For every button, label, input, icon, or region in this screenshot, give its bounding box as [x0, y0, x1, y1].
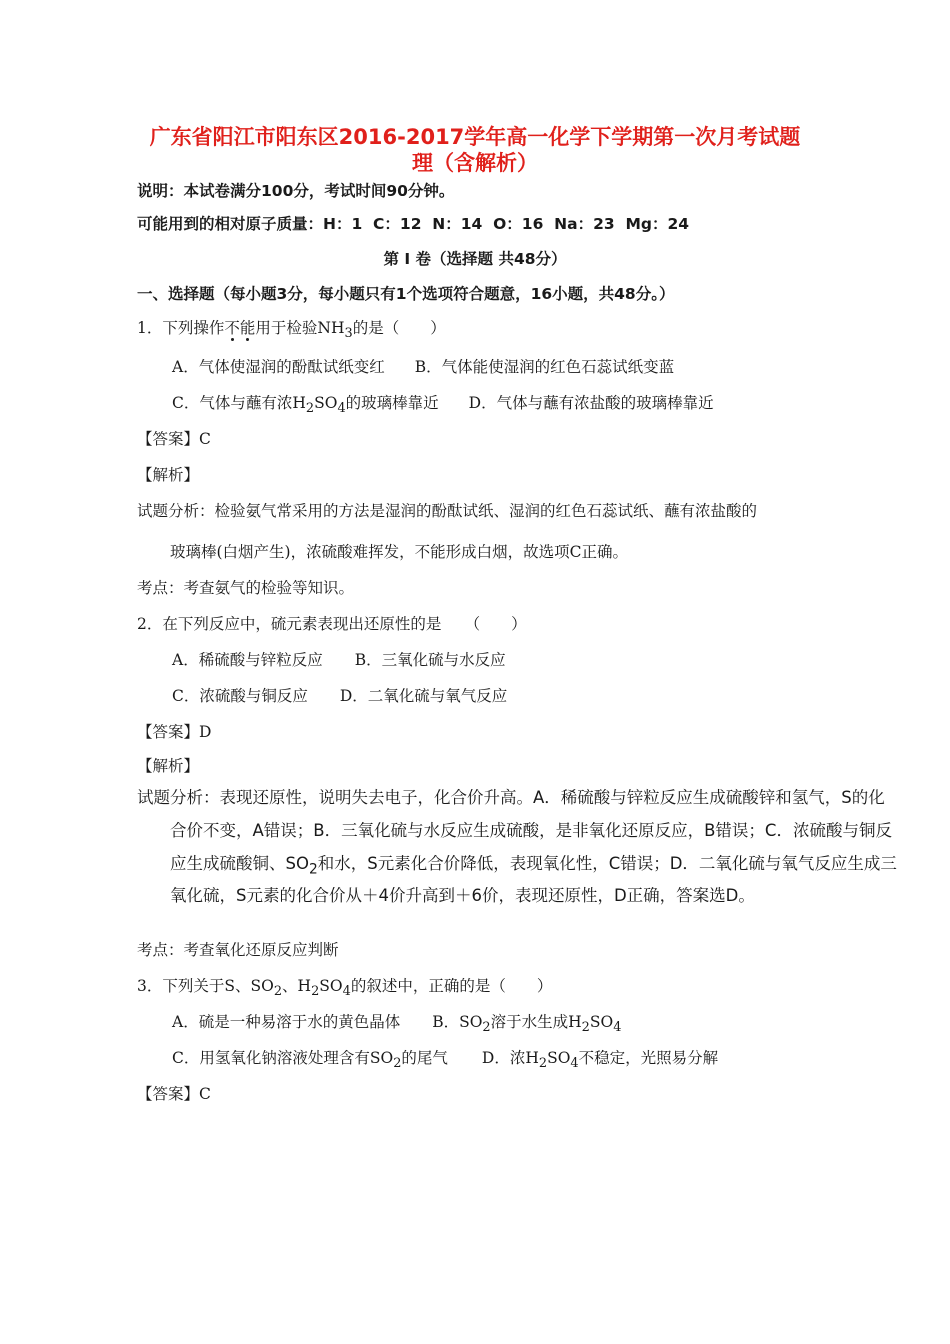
subscript: 3 [344, 326, 353, 342]
option-a: A．稀硫酸与锌粒反应 [172, 651, 323, 669]
option-b: B．气体能使湿润的红色石蕊试纸变蓝 [414, 358, 675, 376]
option-b: B．$SO_2$溶于水生成$H_2SO_4$ [432, 1013, 622, 1036]
question-3-stem: 3．下列关于S、$SO_2$、$H_2SO_4$的叙述中，正确的是（ ） [137, 977, 553, 1000]
question-3-options-ab [172, 1012, 621, 1038]
question-2-options-cd [172, 686, 507, 706]
option-b: B．三氧化硫与水反应 [354, 651, 506, 669]
question-2-analysis-line-4: 氧化硫，S元素的化合价从＋4价升高到＋6价，表现还原性，D正确，答案选D。 [170, 886, 755, 905]
question-2-stem: 2．在下列反应中，硫元素表现出还原性的是 （ ） [137, 615, 527, 633]
question-3-options-cd [172, 1048, 718, 1074]
atomic-masses: 可能用到的相对原子质量：H：1 C：12 N：14 O：16 Na：23 Mg：24 [137, 215, 690, 233]
question-2-options-ab [172, 650, 506, 670]
part-title: 一、选择题（每小题3分，每小题只有1个选项符合题意，16小题，共48分。） [137, 285, 675, 303]
question-3-answer: 【答案】C [137, 1085, 211, 1103]
question-1-analysis-label: 【解析】 [137, 466, 200, 484]
option-d: D．气体与蘸有浓盐酸的玻璃棒靠近 [468, 394, 714, 412]
section-title: 第 I 卷（选择题 共48分） [383, 250, 567, 268]
question-1-analysis-line-1: 试题分析：检验氨气常采用的方法是湿润的酚酞试纸、湿润的红色石蕊试纸、蘸有浓盐酸的 [137, 502, 758, 520]
stem-text: 1．下列操作 [137, 319, 225, 337]
stem-text: 用于检验NH [255, 319, 345, 337]
emphasis-dot-char: 不 [224, 319, 240, 337]
question-1-stem [137, 318, 446, 344]
document-title-line-1: 广东省阳江市阳东区2016-2017学年高一化学下学期第一次月考试题 [149, 125, 801, 149]
exam-note: 说明：本试卷满分100分，考试时间90分钟。 [137, 182, 455, 200]
emphasis-dot-char: 能 [239, 319, 256, 337]
question-1-options-ab [172, 357, 674, 377]
question-2-analysis-label: 【解析】 [137, 757, 200, 775]
stem-text: 的是（ ） [352, 319, 446, 337]
option-d: D．二氧化硫与氧气反应 [339, 687, 508, 705]
question-1-analysis-line-2: 玻璃棒(白烟产生)，浓硫酸难挥发，不能形成白烟，故选项C正确。 [170, 543, 628, 561]
option-d: D．浓$H_2SO_4$不稳定，光照易分解 [481, 1049, 719, 1072]
option-c: C．用氢氧化钠溶液处理含有$SO_2$的尾气 [172, 1049, 448, 1072]
option-a: A．气体使湿润的酚酞试纸变红 [172, 358, 385, 376]
question-2-analysis-line-3: 应生成硫酸铜、$SO_2$和水，S元素化合价降低，表现氧化性，C错误；D．二氧化硫与氧气反应生成三 [170, 854, 897, 878]
document-title-line-2: 理（含解析） [412, 151, 538, 175]
option-c: C．气体与蘸有浓$H_2SO_4$的玻璃棒靠近 [172, 394, 439, 417]
question-2-answer: 【答案】D [137, 723, 212, 741]
option-a: A．硫是一种易溶于水的黄色晶体 [172, 1013, 401, 1031]
option-c: C．浓硫酸与铜反应 [172, 687, 308, 705]
question-1-point: 考点：考查氨气的检验等知识。 [137, 579, 355, 597]
question-2-point: 考点：考查氧化还原反应判断 [137, 941, 339, 959]
question-2-analysis-line-2: 合价不变，A错误；B．三氧化硫与水反应生成硫酸，是非氧化还原反应，B错误；C．浓硫酸与铜反 [170, 821, 892, 840]
question-1-options-cd [172, 393, 714, 419]
question-2-analysis-line-1: 试题分析：表现还原性，说明失去电子，化合价升高。A．稀硫酸与锌粒反应生成硫酸锌和氢气，S的化 [137, 788, 885, 807]
question-1-answer: 【答案】C [137, 430, 211, 448]
